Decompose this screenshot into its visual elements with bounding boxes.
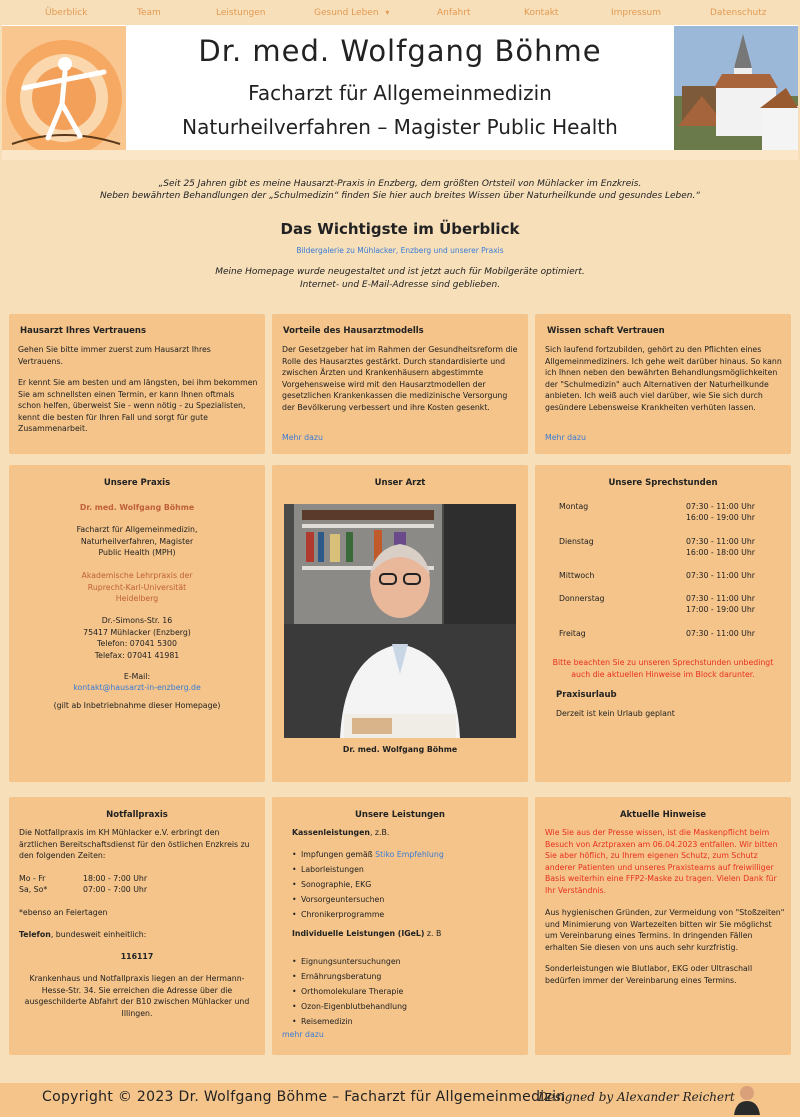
notfall-row1-day: Mo - Fr bbox=[19, 874, 46, 883]
hours-day-thursday: Donnerstag bbox=[559, 594, 605, 603]
leistungen-title: Unsere Leistungen bbox=[355, 810, 445, 820]
hinweise-appointment-text: Aus hygienischen Gründen, zur Vermeidung von "Stoßzeiten" und Minimierung von Wartezeiten bitten wir Sie möglichst um Vereinbarung eines Termins. In dringenden Fällen erhalten Sie diesen von uns auch sehr kurzfristig. bbox=[545, 908, 785, 952]
list-item: • Eignungsuntersuchungen bbox=[292, 954, 407, 969]
header-subtitle-qualifications: Naturheilverfahren – Magister Public Health bbox=[182, 115, 618, 139]
praxis-phone: Telefon: 07041 5300 bbox=[97, 639, 177, 648]
praxis-uni-line-1: Akademische Lehrpraxis der bbox=[81, 571, 193, 580]
praxis-city: 75417 Mühlacker (Enzberg) bbox=[83, 627, 191, 637]
box-hausarzt-title: Hausarzt Ihres Vertrauens bbox=[20, 326, 147, 336]
praxis-street: Dr.-Simons-Str. 16 bbox=[101, 616, 173, 625]
hours-day-friday: Freitag bbox=[559, 629, 586, 638]
list-item bbox=[292, 847, 444, 862]
praxis-address bbox=[9, 615, 265, 661]
box-hausarztmodell-title: Vorteile des Hausarztmodells bbox=[283, 326, 424, 336]
box-wissen bbox=[535, 314, 791, 454]
top-navigation bbox=[0, 0, 800, 26]
box-leistungen bbox=[272, 797, 528, 1055]
list-item: • Orthomolekulare Therapie bbox=[292, 984, 407, 999]
box-arzt bbox=[272, 465, 528, 782]
praxis-uni-line-3: Heidelberg bbox=[115, 594, 159, 603]
homepage-notice-1: Meine Homepage wurde neugestaltet und ist jetzt auch für Mobilgeräte optimiert. bbox=[215, 267, 585, 277]
notfall-number: 116117 bbox=[120, 952, 154, 961]
hours-warning: Bitte beachten Sie zu unseren Sprechstunden unbedingt auch die aktuellen Hinweise im Block darunter. bbox=[552, 658, 774, 679]
vacation-text: Derzeit ist kein Urlaub geplant bbox=[556, 709, 675, 718]
stiko-link[interactable]: Stiko Empfehlung bbox=[375, 850, 444, 859]
intro-line-2: Neben bewährten Behandlungen der „Schulmedizin“ finden Sie hier auch breites Wissen über Naturheilkunde und gesundes Leben.“ bbox=[99, 191, 701, 201]
hinweise-title: Aktuelle Hinweise bbox=[619, 810, 707, 820]
arzt-title: Unser Arzt bbox=[374, 478, 426, 488]
designer-avatar bbox=[732, 1083, 762, 1115]
nav-item-team[interactable]: Team bbox=[137, 8, 161, 18]
nav-item-ueberblick[interactable]: Überblick bbox=[45, 8, 88, 18]
nav-item-gesund-leben-label: Gesund Leben bbox=[314, 8, 379, 18]
hours-thursday-time-2: 17:00 - 19:00 Uhr bbox=[685, 605, 755, 614]
nav-item-kontakt[interactable]: Kontakt bbox=[524, 8, 559, 18]
notfall-holiday-note: *ebenso an Feiertagen bbox=[19, 908, 108, 917]
header-doctor-name: Dr. med. Wolfgang Böhme bbox=[198, 34, 602, 68]
practice-logo bbox=[2, 26, 126, 150]
nav-item-leistungen[interactable]: Leistungen bbox=[216, 8, 266, 18]
list-item: • Reisemedizin bbox=[292, 1014, 407, 1029]
vacation-title: Praxisurlaub bbox=[556, 690, 617, 700]
praxis-qualifications bbox=[9, 524, 265, 559]
igel-label: Individuelle Leistungen (IGeL) bbox=[292, 929, 425, 938]
doctor-portrait-photo bbox=[284, 504, 516, 738]
igel-heading bbox=[292, 928, 441, 940]
hours-day-tuesday: Dienstag bbox=[559, 537, 594, 546]
box-hausarztmodell-more-link[interactable]: Mehr dazu bbox=[282, 433, 323, 442]
hours-monday-time-2: 16:00 - 19:00 Uhr bbox=[685, 513, 755, 522]
notfall-row1-time: 18:00 - 7:00 Uhr bbox=[83, 874, 148, 883]
hours-wednesday-time-1: 07:30 - 11:00 Uhr bbox=[685, 571, 755, 580]
list-item: • Ernährungsberatung bbox=[292, 969, 407, 984]
praxis-uni-line-2: Ruprecht-Karl-Universität bbox=[87, 582, 187, 592]
kassen-label: Kassenleistungen bbox=[292, 828, 370, 837]
hours-tuesday-time-2: 16:00 - 18:00 Uhr bbox=[685, 548, 755, 557]
notfall-title: Notfallpraxis bbox=[106, 810, 168, 820]
footer-designer: Designed by Alexander Reichert bbox=[538, 1090, 735, 1104]
hours-title: Unsere Sprechstunden bbox=[608, 478, 718, 488]
list-item: • Laborleistungen bbox=[292, 862, 444, 877]
praxis-qual-line-1: Facharzt für Allgemeinmedizin, bbox=[76, 525, 198, 534]
hours-friday-time-1: 07:30 - 11:00 Uhr bbox=[685, 629, 755, 638]
box-hausarzt-text-2: Er kennt Sie am besten und am längsten, bei ihm bekommen Sie am schnellsten einen Termin, er kann Ihnen oftmals schon helfen, überweist Sie - wenn nötig - zu Spezialisten, kennt die besten für Ihren Fall und sorgt für gute Zusammenarbeit. bbox=[18, 378, 258, 433]
praxis-qual-line-3: Public Health (MPH) bbox=[98, 548, 176, 557]
intro-line-1: „Seit 25 Jahren gibt es meine Hausarzt-Praxis in Enzberg, dem größten Ortsteil von Mühlacker im Enzkreis. bbox=[158, 179, 642, 189]
praxis-fax: Telefax: 07041 41981 bbox=[94, 650, 180, 660]
praxis-university bbox=[9, 570, 265, 605]
kassen-list bbox=[292, 847, 444, 922]
hinweise-special-services-text: Sonderleistungen wie Blutlabor, EKG oder Ultraschall bedürfen immer der Vereinbarung eines Termins. bbox=[545, 964, 753, 985]
box-sprechstunden bbox=[535, 465, 791, 782]
notfall-row2-day: Sa, So* bbox=[19, 885, 48, 894]
praxis-qual-line-2: Naturheilverfahren, Magister bbox=[80, 536, 194, 546]
hours-tuesday-time-1: 07:30 - 11:00 Uhr bbox=[685, 537, 755, 546]
praxis-email-link[interactable]: kontakt@hausarzt-in-enzberg.de bbox=[73, 683, 201, 692]
header-subtitle-specialty: Facharzt für Allgemeinmedizin bbox=[248, 81, 552, 105]
nav-item-anfahrt[interactable]: Anfahrt bbox=[437, 8, 471, 18]
list-item: • Chronikerprogramme bbox=[292, 907, 444, 922]
igel-suffix: z. B bbox=[424, 929, 442, 938]
church-photo bbox=[674, 26, 798, 150]
overview-title: Das Wichtigste im Überblick bbox=[280, 220, 520, 238]
praxis-email-note: (gilt ab Inbetriebnahme dieser Homepage) bbox=[53, 701, 221, 710]
notfall-address-text: Krankenhaus und Notfallpraxis liegen an der Hermann-Hesse-Str. 34. Sie erreichen die Adresse über die ausgeschilderte Abfahrt der B10 zwischen Mühlacker und Illingen. bbox=[24, 974, 250, 1018]
list-item: • Ozon-Eigenblutbehandlung bbox=[292, 999, 407, 1014]
hours-day-monday: Montag bbox=[559, 502, 589, 511]
praxis-doctor-name: Dr. med. Wolfgang Böhme bbox=[79, 503, 195, 512]
hours-monday-time-1: 07:30 - 11:00 Uhr bbox=[685, 502, 755, 511]
box-hausarztmodell bbox=[272, 314, 528, 454]
gallery-link[interactable]: Bildergalerie zu Mühlacker, Enzberg und unserer Praxis bbox=[296, 246, 504, 255]
box-notfallpraxis bbox=[9, 797, 265, 1055]
nav-item-impressum[interactable]: Impressum bbox=[611, 8, 662, 18]
homepage-notice-2: Internet- und E-Mail-Adresse sind geblieben. bbox=[299, 280, 501, 290]
box-praxis bbox=[9, 465, 265, 782]
list-item: • Sonographie, EKG bbox=[292, 877, 444, 892]
header-divider bbox=[2, 150, 798, 160]
notfall-phone-label: Telefon bbox=[19, 930, 51, 939]
notfall-text: Die Notfallpraxis im KH Mühlacker e.V. erbringt den ärztlichen Bereitschaftsdienst für den östlichen Enzkreis zu den folgenden Zeiten: bbox=[19, 828, 250, 860]
box-wissen-more-link[interactable]: Mehr dazu bbox=[545, 433, 586, 442]
hours-thursday-time-1: 07:30 - 11:00 Uhr bbox=[685, 594, 755, 603]
notfall-phone-text: , bundesweit einheitlich: bbox=[50, 930, 147, 939]
box-hausarztmodell-text: Der Gesetzgeber hat im Rahmen der Gesundheitsreform die Rolle des Hausarztes gestärkt. Durch standardisierte und zwischen Ärzten und Krankenhäusern abgestimmte Vorgehensweise wird mit den Hausarztmodellen der gesetzlichen Krankenkassen die medizinische Versorgung der Bevölkerung verbessert und ihre Kosten gesenkt. bbox=[282, 345, 518, 412]
chevron-down-icon: ▾ bbox=[385, 8, 390, 17]
box-hausarzt-text-1: Gehen Sie bitte immer zuerst zum Hausarzt Ihres Vertrauens. bbox=[18, 345, 211, 366]
kassen-heading bbox=[292, 827, 389, 839]
kassen-suffix: , z.B. bbox=[369, 828, 390, 837]
arzt-caption: Dr. med. Wolfgang Böhme bbox=[342, 745, 458, 754]
nav-item-datenschutz[interactable]: Datenschutz bbox=[710, 8, 767, 18]
nav-item-gesund-leben[interactable] bbox=[314, 8, 389, 18]
hours-day-wednesday: Mittwoch bbox=[559, 571, 595, 580]
leistungen-more-link[interactable]: mehr dazu bbox=[282, 1030, 324, 1039]
praxis-email-label: E-Mail: bbox=[123, 672, 151, 681]
notfall-phone-line bbox=[19, 929, 146, 941]
kassen-item-0: Impfungen gemäß bbox=[301, 850, 376, 859]
footer-copyright: Copyright © 2023 Dr. Wolfgang Böhme – Facharzt für Allgemeinmedizin bbox=[42, 1089, 566, 1105]
list-item: • Vorsorgeuntersuchen bbox=[292, 892, 444, 907]
praxis-title: Unsere Praxis bbox=[103, 478, 171, 488]
box-hausarzt bbox=[9, 314, 265, 454]
hinweise-mask-notice: Wie Sie aus der Presse wissen, ist die Maskenpflicht beim Besuch von Arztpraxen am 06.04.2023 entfallen. Wir bitten Sie aber höflich, zu Ihrem eigenen Schutz, zum Schutz anderer Patienten und unseres Praxisteams auf freiwilliger Basis weiterhin eine FFP2-Maske zu tragen. Vielen Dank für Ihr Verständnis. bbox=[545, 828, 778, 895]
igel-list bbox=[292, 954, 407, 1029]
notfall-row2-time: 07:00 - 7:00 Uhr bbox=[83, 885, 148, 894]
box-wissen-title: Wissen schaft Vertrauen bbox=[547, 326, 665, 336]
running-figure-icon bbox=[2, 26, 126, 150]
box-wissen-text: Sich laufend fortzubilden, gehört zu den Pflichten eines Allgemeinmediziners. Ich gehe weit darüber hinaus. So kann ich Ihnen neben den bewährten Behandlungsmöglichkeiten der "Schulmedizin" auch Alternativen der Naturheilkunde anbieten. Ich weiß auch viel darüber, wie Sie sich durch gesündere Lebensweise Krankheiten verhüten lassen. bbox=[545, 345, 782, 412]
box-hinweise bbox=[535, 797, 791, 1055]
